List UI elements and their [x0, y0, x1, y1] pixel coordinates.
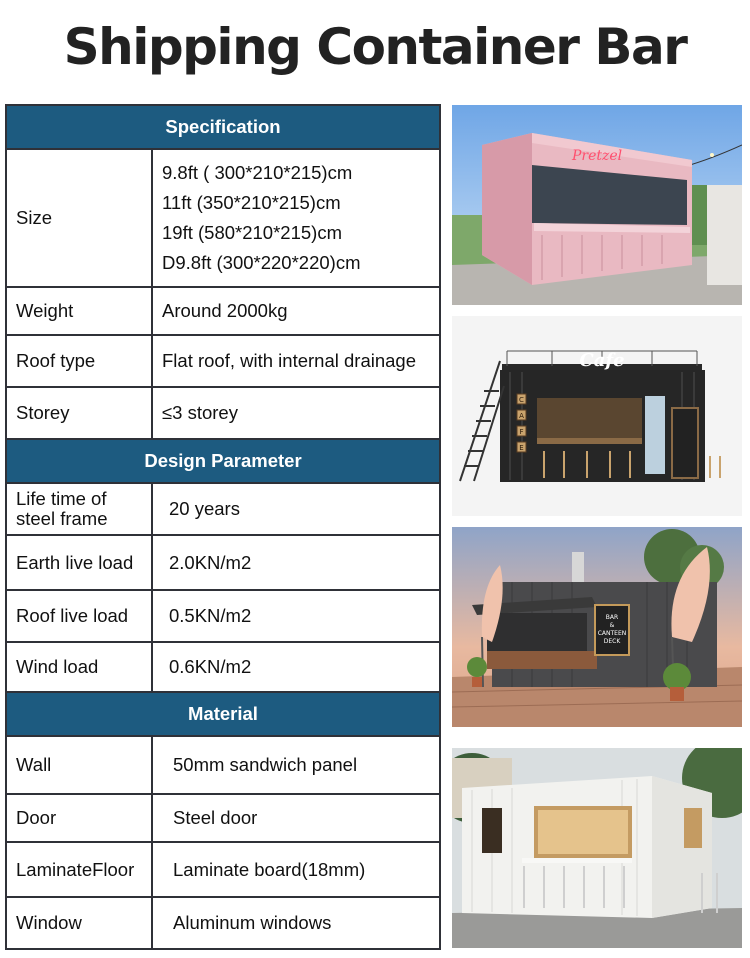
photo-pink-container-bar: [452, 105, 742, 305]
board-line: BAR: [605, 614, 619, 621]
label-line: steel frame: [16, 508, 108, 529]
photo-black-cafe-container: [452, 316, 742, 516]
row-value-laminate-floor: Laminate board(18mm): [152, 842, 440, 897]
spec-table: [5, 104, 441, 950]
row-label-door: Door: [6, 794, 152, 842]
board-line: CANTEEN: [597, 630, 627, 637]
photo-sign-text: Pretzel: [572, 148, 623, 164]
size-option: D9.8ft (300*220*220)cm: [162, 252, 361, 273]
letter-tile: E: [519, 444, 524, 452]
row-value-window: Aluminum windows: [152, 897, 440, 949]
letter-tile: A: [519, 412, 524, 420]
label-line: Life time of: [16, 488, 107, 509]
row-value-life-time: 20 years: [152, 483, 440, 535]
row-value-roof-live-load: 0.5KN/m2: [152, 590, 440, 642]
row-value-earth-live-load: 2.0KN/m2: [152, 535, 440, 590]
row-label-size: Size: [6, 149, 152, 287]
row-value-size: [152, 149, 440, 287]
size-option: 19ft (580*210*215)cm: [162, 222, 342, 243]
page-title: Shipping Container Bar: [63, 18, 687, 76]
row-label-window: Window: [6, 897, 152, 949]
row-label-laminate-floor: LaminateFloor: [6, 842, 152, 897]
board-line: DECK: [603, 638, 621, 645]
section-header-material: Material: [6, 692, 440, 736]
row-value-storey: ≤3 storey: [152, 387, 440, 439]
row-value-wind-load: 0.6KN/m2: [152, 642, 440, 692]
size-option: 9.8ft ( 300*210*215)cm: [162, 162, 353, 183]
letter-tile: F: [519, 428, 524, 436]
row-value-weight: Around 2000kg: [152, 287, 440, 335]
section-header-specification: Specification: [6, 105, 440, 149]
photo-bar-canteen-deck-container: [452, 527, 742, 727]
row-label-wall: Wall: [6, 736, 152, 794]
board-line: &: [609, 622, 615, 629]
photo-sign-text: Cafe: [579, 350, 625, 371]
row-value-door: Steel door: [152, 794, 440, 842]
row-label-wind-load: Wind load: [6, 642, 152, 692]
size-option: 11ft (350*210*215)cm: [162, 192, 341, 213]
row-label-weight: Weight: [6, 287, 152, 335]
row-value-wall: 50mm sandwich panel: [152, 736, 440, 794]
section-header-design-parameter: Design Parameter: [6, 439, 440, 483]
row-value-roof-type: Flat roof, with internal drainage: [152, 335, 440, 387]
row-label-storey: Storey: [6, 387, 152, 439]
row-label-life-time: [6, 483, 152, 535]
letter-tile: C: [519, 396, 524, 404]
row-label-roof-live-load: Roof live load: [6, 590, 152, 642]
photo-white-container-bar: [452, 748, 742, 948]
row-label-earth-live-load: Earth live load: [6, 535, 152, 590]
row-label-roof-type: Roof type: [6, 335, 152, 387]
